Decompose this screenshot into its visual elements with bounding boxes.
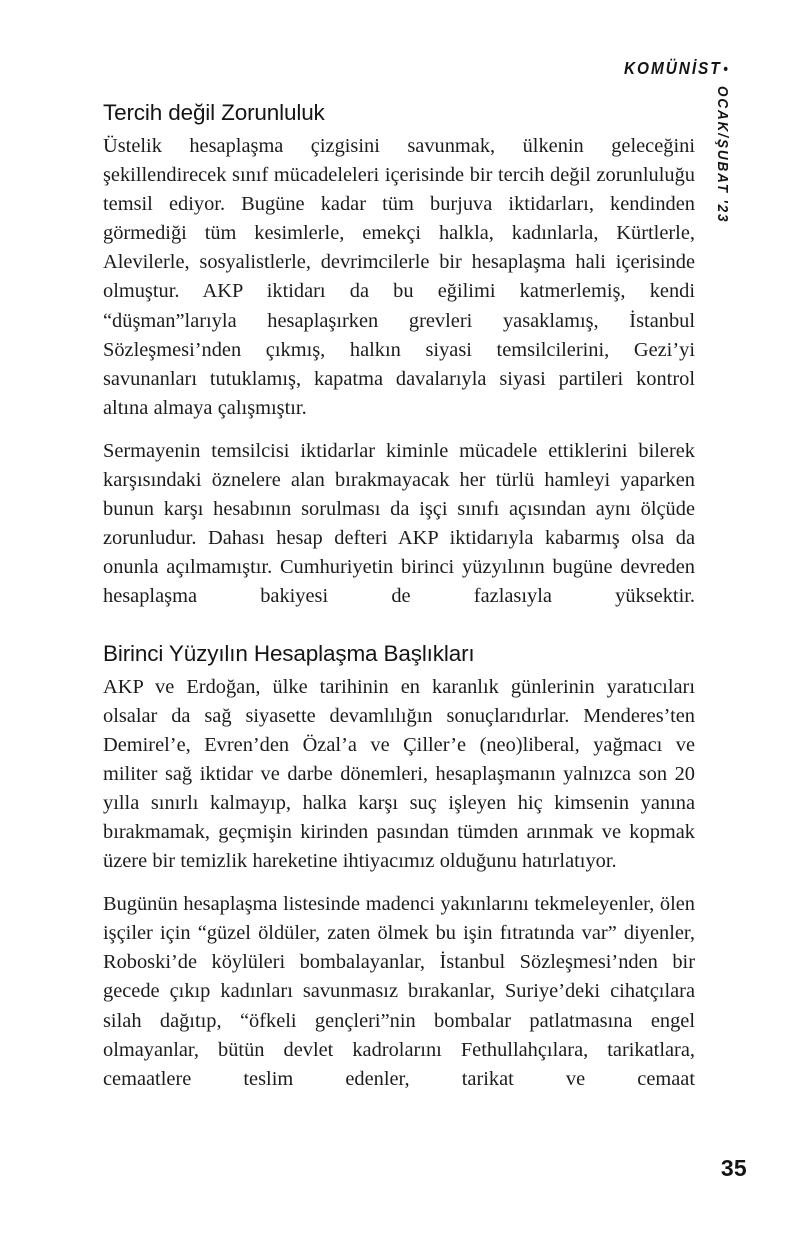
paragraph-2: Sermayenin temsilcisi iktidarlar kiminle mücadele ettiklerini bilerek karşısındaki öznelere alan bırakmayacak her türlü hamleyi yaparken bunun karşı hesabının sorulması da işçi sınıfı açısından aynı ölçüde zorunludur. Dahası hesap defteri AKP iktidarıyla kabarmış olsa da onunla açılmamıştır. Cumhuriyetin birinci yüzyılının bugüne devreden hesaplaşma bakiyesi de fazlasıyla yüksektir.: [103, 439, 695, 608]
page-number: 35: [720, 1155, 747, 1181]
issue-date: OCAK/ŞUBAT '23: [714, 86, 731, 224]
running-head: [87, 58, 728, 79]
section-heading-1: Tercih değil Zorunluluk: [103, 100, 325, 125]
issue-date-container: [705, 86, 735, 286]
publication-name: KOMÜNİST: [623, 58, 722, 78]
paragraph-3: AKP ve Erdoğan, ülke tarihinin en karanlık günlerinin yaratıcıları olsalar da sağ siyasette devamlılığın sonuçlarıdırlar. Menderes’ten Demirel’e, Evren’den Özal’a ve Çiller’e (neo)liberal, yağmacı ve militer sağ iktidar ve darbe dönemleri, hesaplaşmanın yalnızca son 20 yılla sınırlı kalmayıp, halka karşı suç işleyen hiç kimsenin yanına bırakmamak, geçmişin kirinden pasından tümden arınmak ve kopmak üzere bir temizlik hareketine ihtiyacımız olduğunu hatırlatıyor.: [103, 675, 695, 873]
paragraph-4: Bugünün hesaplaşma listesinde madenci yakınlarını tekmeleyenler, ölen işçiler için “güzel öldüler, zaten ölmek bu işin fıtratında var” diyenler, Roboski’de köylüleri bombalayanlar, İstanbul Sözleşmesi’nden bir gecede çıkıp kadınları savunmasız bırakanlar, Suriye’deki cihatçılara silah dağıtıp, “öfkeli gençleri”nin bombalar patlatmasına engel olmayanlar, bütün devlet kadrolarını Fethullahçılara, tarikatlara, cemaatlere teslim edenler, tarikat ve cemaat: [103, 893, 695, 1090]
paragraph-1: Üstelik hesaplaşma çizgisini savunmak, ülkenin geleceğini şekillendirecek sınıf mücadeleleri içerisinde bir tercih değil zorunluluğu temsil ediyor. Bugüne kadar tüm burjuva iktidarları, kendinden görmediği tüm kesimlerle, emekçi halkla, kadınlarla, Kürtlerle, Alevilerle, sosyalistlerle, devrimcilerle bir hesaplaşma hali içerisinde olmuştur. AKP iktidarı da bu eğilimi katmerlemiş, kendi “düşman”larıyla hesaplaşırken grevleri yasaklamış, İstanbul Sözleşmesi’nden çıkmış, halkın siyasi temsilcilerini, Gezi’yi savunanları tutuklamış, kapatma davalarıyla siyasi partileri kontrol altına almaya çalışmıştır.: [103, 135, 695, 419]
section-heading-2: Birinci Yüzyılın Hesaplaşma Başlıkları: [103, 640, 475, 666]
header-bullet-icon: •: [723, 61, 728, 78]
text-column: [103, 98, 695, 1094]
